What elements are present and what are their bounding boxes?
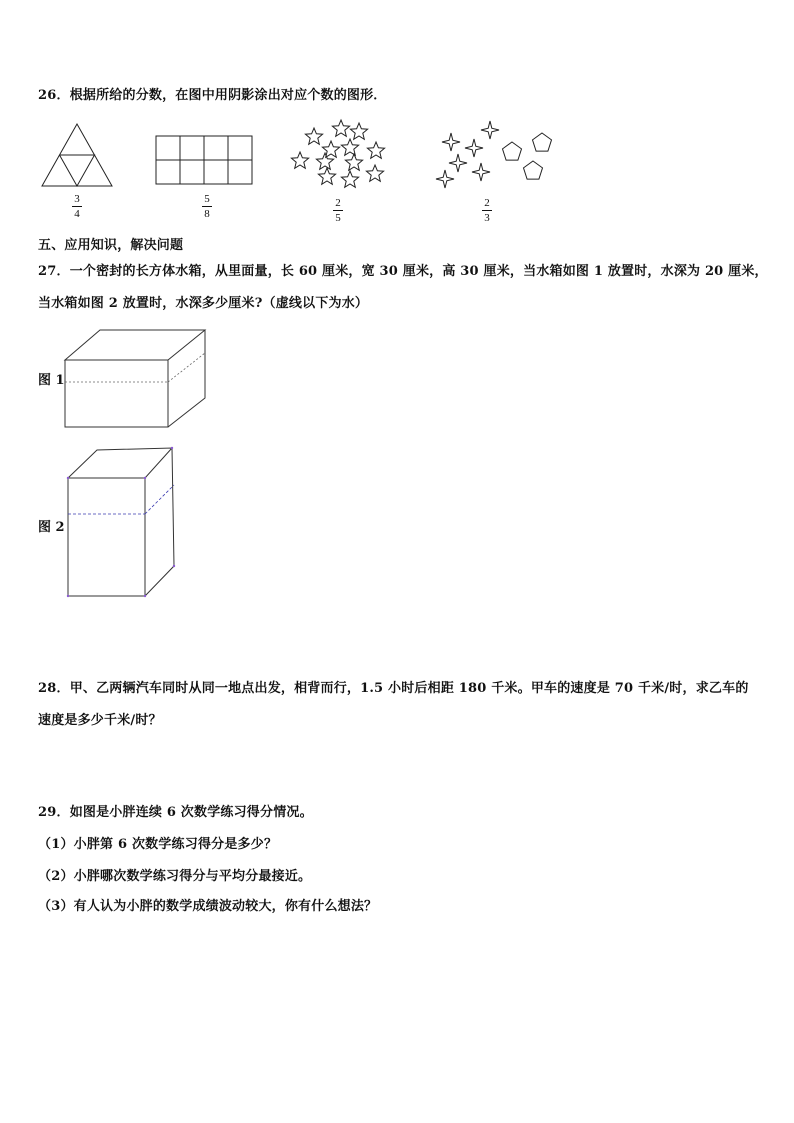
triangle-figure [42, 124, 112, 186]
q28-line1: 28．甲、乙两辆汽车同时从同一地点出发，相背而行，1.5 小时后相距 180 千米。甲车的速度是 70 千米/时，求乙车的 [38, 681, 749, 696]
q29-intro: 29．如图是小胖连续 6 次数学练习得分情况。 [38, 805, 313, 820]
star-shape [332, 120, 349, 136]
q29-sub3: （3）有人认为小胖的数学成绩波动较大，你有什么想法？ [38, 899, 378, 914]
pentagon-shape [524, 161, 543, 179]
sparkle-shape [442, 133, 460, 151]
fraction-5-8: 5 8 [202, 193, 212, 220]
sparkle-shape [472, 163, 490, 181]
q27-line1: 27．一个密封的长方体水箱，从里面量，长 60 厘米，宽 30 厘米，高 30 厘米，当水箱如图 1 放置时，水深为 20 厘米， [38, 264, 768, 279]
q29-sub1: （1）小胖第 6 次数学练习得分是多少？ [38, 837, 278, 852]
q26-figures [0, 0, 794, 240]
fig2-label: 图 2 [38, 520, 65, 535]
fraction-3-4: 3 4 [72, 193, 82, 220]
star-shape [318, 168, 335, 184]
star-shape [345, 154, 362, 170]
star-shape [305, 128, 322, 144]
sparkle-shape [449, 154, 467, 172]
star-shape [291, 152, 308, 168]
q27-line2: 当水箱如图 2 放置时，水深多少厘米?（虚线以下为水） [38, 296, 369, 311]
pentagon-shape [503, 142, 522, 160]
q26-text: 26．根据所给的分数，在图中用阴影涂出对应个数的图形． [38, 88, 387, 103]
fraction-2-3: 2 3 [482, 197, 492, 224]
star-shape [322, 141, 339, 157]
star-shape [316, 153, 333, 169]
sparkle-shape [481, 121, 499, 139]
grid-figure [156, 136, 252, 184]
section-title: 五、应用知识，解决问题 [38, 238, 184, 253]
star-shape [341, 171, 358, 187]
star-shape [367, 142, 384, 158]
fig1-box [0, 320, 300, 440]
sparkle-shape [436, 170, 454, 188]
sparkle-shape [465, 139, 483, 157]
sparkles-figure [436, 121, 499, 188]
q28-line2: 速度是多少千米/时？ [38, 713, 162, 728]
star-shape [341, 139, 358, 155]
fraction-2-5: 2 5 [333, 197, 343, 224]
q29-sub2: （2）小胖哪次数学练习得分与平均分最接近。 [38, 869, 312, 884]
pentagons-figure [503, 133, 552, 179]
pentagon-shape [533, 133, 552, 151]
star-shape [350, 123, 367, 139]
fig2-box [0, 440, 300, 610]
star-shape [366, 165, 383, 181]
fig1-label: 图 1 [38, 373, 65, 388]
stars-figure [291, 120, 384, 187]
